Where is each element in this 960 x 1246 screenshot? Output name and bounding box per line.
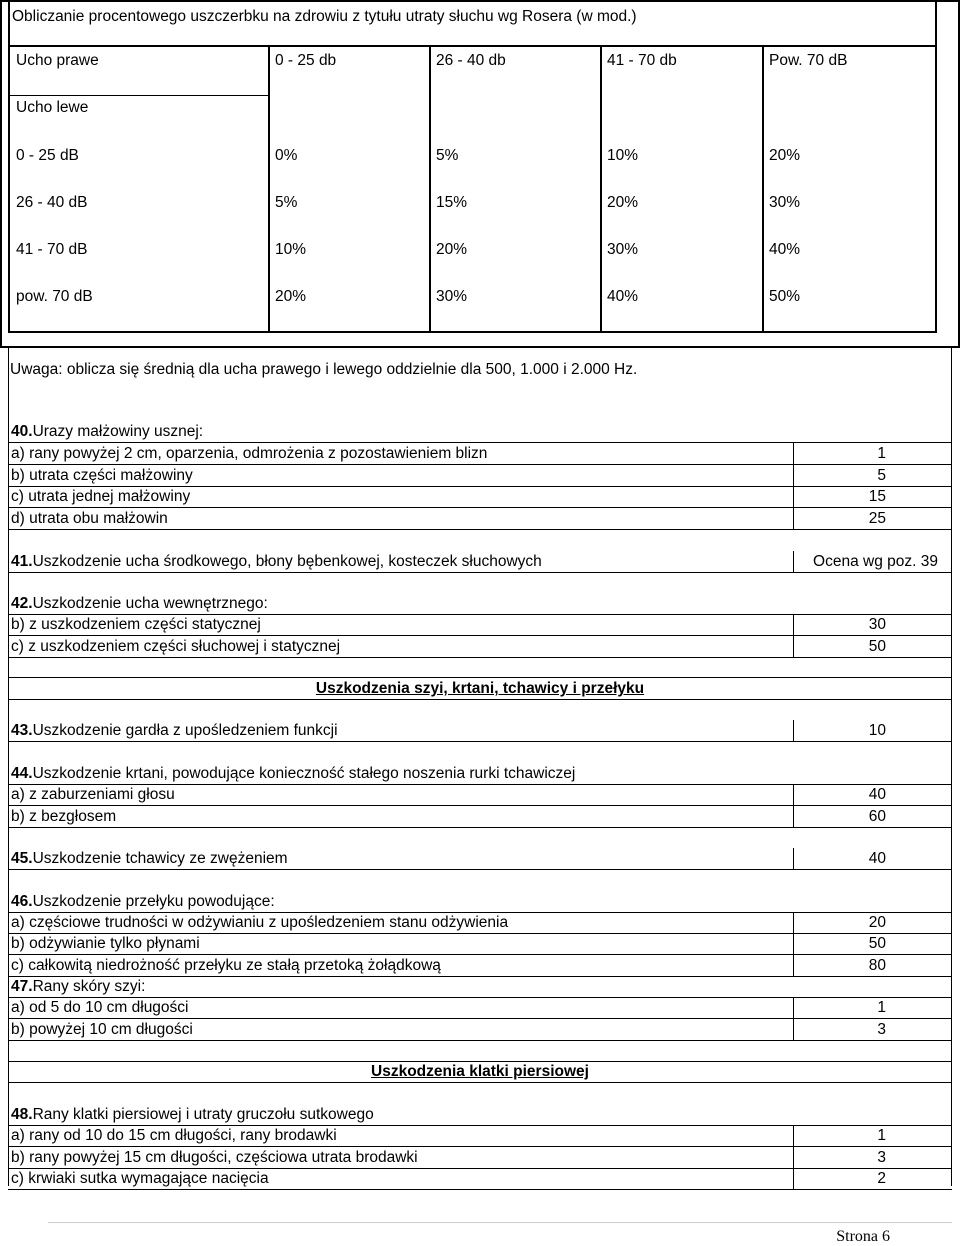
item-number: 44. (11, 765, 33, 782)
table-cell: 20% (769, 147, 801, 164)
item-value: 10 (868, 722, 886, 739)
list-item (8, 551, 952, 573)
item-number: 48. (11, 1106, 33, 1123)
item-value: 1 (877, 445, 886, 462)
page-number: Strona 6 (836, 1228, 890, 1245)
item-value: 25 (868, 510, 886, 527)
list-item (8, 1125, 952, 1147)
row-header: 41 - 70 dB (16, 241, 88, 258)
item-value: 40 (868, 786, 886, 803)
section-title-chest: Uszkodzenia klatki piersiowej (371, 1063, 589, 1080)
item-title: Uszkodzenie ucha wewnętrznego: (32, 595, 268, 612)
table-cell: 40% (769, 241, 801, 258)
item-title: Rany klatki piersiowej i utraty gruczołu sutkowego (32, 1106, 374, 1123)
item-label: b) utrata części małżowiny (11, 467, 193, 484)
item-number: 40. (11, 423, 33, 440)
table-cell: 30% (436, 288, 468, 305)
row-header: pow. 70 dB (16, 288, 93, 305)
item-value: 40 (868, 850, 886, 867)
table-cell: 0% (275, 147, 298, 164)
divider (8, 677, 952, 678)
item-label: a) rany od 10 do 15 cm długości, rany brodawki (11, 1127, 337, 1144)
item-label: b) z bezgłosem (11, 808, 117, 825)
item-number: 43. (11, 722, 33, 739)
item-value: 15 (868, 488, 886, 505)
item-number: 42. (11, 595, 33, 612)
table-border (762, 45, 764, 333)
list-item (8, 720, 952, 742)
item-value: 3 (877, 1149, 886, 1166)
table-cell: 5% (436, 147, 459, 164)
column-header: 0 - 25 db (275, 52, 337, 69)
table-cell: 30% (769, 194, 801, 211)
list-item (8, 593, 952, 615)
list-item (8, 976, 952, 998)
item-label: b) powyżej 10 cm długości (11, 1021, 193, 1038)
list-item (8, 806, 952, 828)
item-value: 2 (877, 1170, 886, 1187)
list-item (8, 486, 952, 508)
item-number: 45. (11, 850, 33, 867)
table-cell: 40% (607, 288, 639, 305)
item-value: 60 (868, 808, 886, 825)
table-cell: 50% (769, 288, 801, 305)
list-item (8, 1147, 952, 1169)
item-title: Uszkodzenie przełyku powodujące: (32, 893, 275, 910)
list-item (8, 443, 952, 465)
item-label: b) odżywianie tylko płynami (11, 935, 200, 952)
column-divider (793, 551, 794, 573)
table-cell: 20% (607, 194, 639, 211)
item-value: 3 (877, 1021, 886, 1038)
table-border (8, 0, 10, 333)
list-item (8, 997, 952, 1019)
divider (8, 1061, 952, 1062)
item-title: Urazy małżowiny usznej: (32, 423, 204, 440)
list-item (8, 933, 952, 955)
item-label: c) całkowitą niedrożność przełyku ze stałą przetoką żołądkową (11, 957, 441, 974)
table-border (600, 45, 602, 333)
table-border (268, 45, 270, 333)
rosera-hearing-table (0, 0, 960, 348)
item-label: a) od 5 do 10 cm długości (11, 999, 189, 1016)
table-border (8, 45, 937, 47)
item-value: 20 (868, 914, 886, 931)
list-item (8, 763, 952, 785)
divider (8, 699, 952, 700)
item-title: Uszkodzenie tchawicy ze zwężeniem (32, 850, 288, 867)
item-value: 50 (868, 638, 886, 655)
table-border (8, 95, 270, 96)
table-cell: 15% (436, 194, 468, 211)
item-value: 5 (877, 467, 886, 484)
item-title: Uszkodzenie gardła z upośledzeniem funkcji (32, 722, 338, 739)
frequency-note: Uwaga: oblicza się średnią dla ucha prawego i lewego oddzielnie dla 500, 1.000 i 2.000 Hz. (10, 361, 638, 378)
table-border (8, 331, 937, 333)
item-label: a) z zaburzeniami głosu (11, 786, 175, 803)
list-item (8, 421, 952, 443)
column-header: 41 - 70 db (607, 52, 677, 69)
item-value: 1 (877, 999, 886, 1016)
item-label: b) z uszkodzeniem części statycznej (11, 616, 261, 633)
row-header: 0 - 25 dB (16, 147, 79, 164)
table-cell: 20% (436, 241, 468, 258)
table-cell: 10% (275, 241, 307, 258)
list-item (8, 465, 952, 487)
table-border (0, 0, 960, 2)
list-item (8, 784, 952, 806)
list-item (8, 636, 952, 658)
list-item (8, 1019, 952, 1041)
divider (8, 1082, 952, 1083)
item-title: Rany skóry szyi: (32, 978, 146, 995)
item-label: a) częściowe trudności w odżywianiu z upośledzeniem stanu odżywienia (11, 914, 509, 931)
item-value: Ocena wg poz. 39 (813, 553, 938, 570)
list-item (8, 1168, 952, 1190)
item-label: c) utrata jednej małżowiny (11, 488, 191, 505)
item-label: b) rany powyżej 15 cm długości, częściowa utrata brodawki (11, 1149, 418, 1166)
list-item (8, 1104, 952, 1126)
item-label: c) krwiaki sutka wymagające nacięcia (11, 1170, 269, 1187)
list-item (8, 508, 952, 530)
item-value: 1 (877, 1127, 886, 1144)
column-header: 26 - 40 db (436, 52, 506, 69)
row-header: 26 - 40 dB (16, 194, 88, 211)
left-ear-label: Ucho lewe (16, 99, 89, 116)
item-title: Uszkodzenie krtani, powodujące konieczność stałego noszenia rurki tchawiczej (32, 765, 576, 782)
table-border (0, 346, 960, 348)
item-number: 46. (11, 893, 33, 910)
column-header: Pow. 70 dB (769, 52, 848, 69)
table-cell: 5% (275, 194, 298, 211)
list-item (8, 955, 952, 977)
list-item (8, 891, 952, 913)
item-number: 47. (11, 978, 33, 995)
table-cell: 30% (607, 241, 639, 258)
right-ear-label: Ucho prawe (16, 52, 99, 69)
table-border (0, 0, 2, 348)
table-border (935, 0, 937, 333)
item-title: Uszkodzenie ucha środkowego, błony bębenkowej, kosteczek słuchowych (32, 553, 542, 570)
table-title: Obliczanie procentowego uszczerbku na zdrowiu z tytułu utraty słuchu wg Rosera (w mod.) (12, 8, 637, 25)
item-value: 30 (868, 616, 886, 633)
list-item (8, 848, 952, 870)
item-value: 50 (868, 935, 886, 952)
item-label: d) utrata obu małżowin (11, 510, 168, 527)
table-border (429, 45, 431, 333)
table-cell: 10% (607, 147, 639, 164)
item-number: 41. (11, 553, 33, 570)
page-footer (48, 1222, 952, 1244)
item-label: c) z uszkodzeniem części słuchowej i statycznej (11, 638, 341, 655)
item-label: a) rany powyżej 2 cm, oparzenia, odmrożenia z pozostawieniem blizn (11, 445, 488, 462)
list-item (8, 912, 952, 934)
section-title-neck: Uszkodzenia szyi, krtani, tchawicy i przełyku (315, 680, 645, 697)
list-item (8, 614, 952, 636)
item-value: 80 (868, 957, 886, 974)
table-cell: 20% (275, 288, 307, 305)
